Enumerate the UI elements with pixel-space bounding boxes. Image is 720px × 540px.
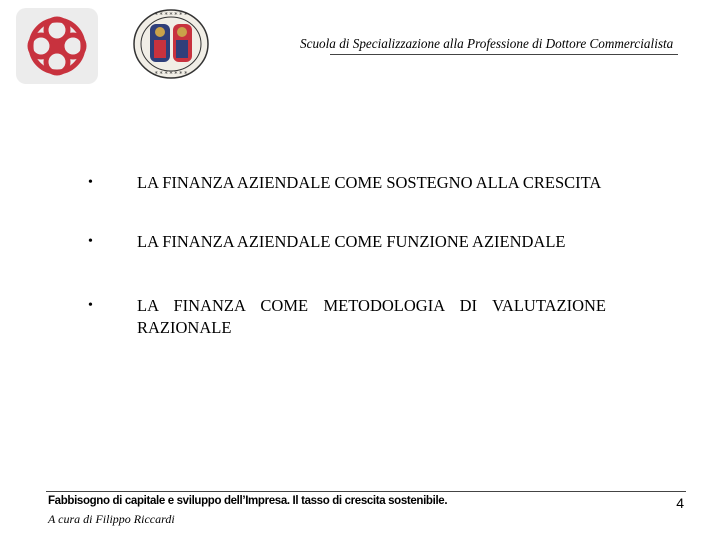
bullet-item [86, 172, 606, 194]
university-seal-icon [132, 8, 210, 80]
bullet-text: LA FINANZA COME METODOLOGIA DI VALUTAZIONE RAZIONALE [137, 296, 606, 337]
bullet-item [86, 295, 606, 339]
bullet-text: LA FINANZA AZIENDALE COME SOSTEGNO ALLA CRESCITA [137, 173, 602, 192]
bullet-symbol: • [88, 298, 93, 313]
svg-text:* * * * * * *: * * * * * * * [154, 12, 188, 19]
bullet-list [86, 172, 606, 339]
footer-divider [46, 491, 686, 492]
bullet-symbol: • [88, 175, 93, 190]
svg-text:* * * * * * *: * * * * * * * [154, 71, 188, 78]
footer-title: Fabbisogno di capitale e sviluppo dell’Impresa. Il tasso di crescita sostenibile. [48, 495, 448, 507]
header-divider [330, 54, 678, 55]
ordine-commercialisti-logo-icon [14, 6, 100, 86]
school-name: Scuola di Specializzazione alla Professione di Dottore Commercialista [300, 36, 674, 51]
bullet-item [86, 231, 606, 253]
page-number: 4 [676, 495, 684, 511]
bullet-symbol: • [88, 234, 93, 249]
footer-author: A cura di Filippo Riccardi [48, 512, 175, 526]
bullet-text: LA FINANZA AZIENDALE COME FUNZIONE AZIENDALE [137, 232, 566, 251]
